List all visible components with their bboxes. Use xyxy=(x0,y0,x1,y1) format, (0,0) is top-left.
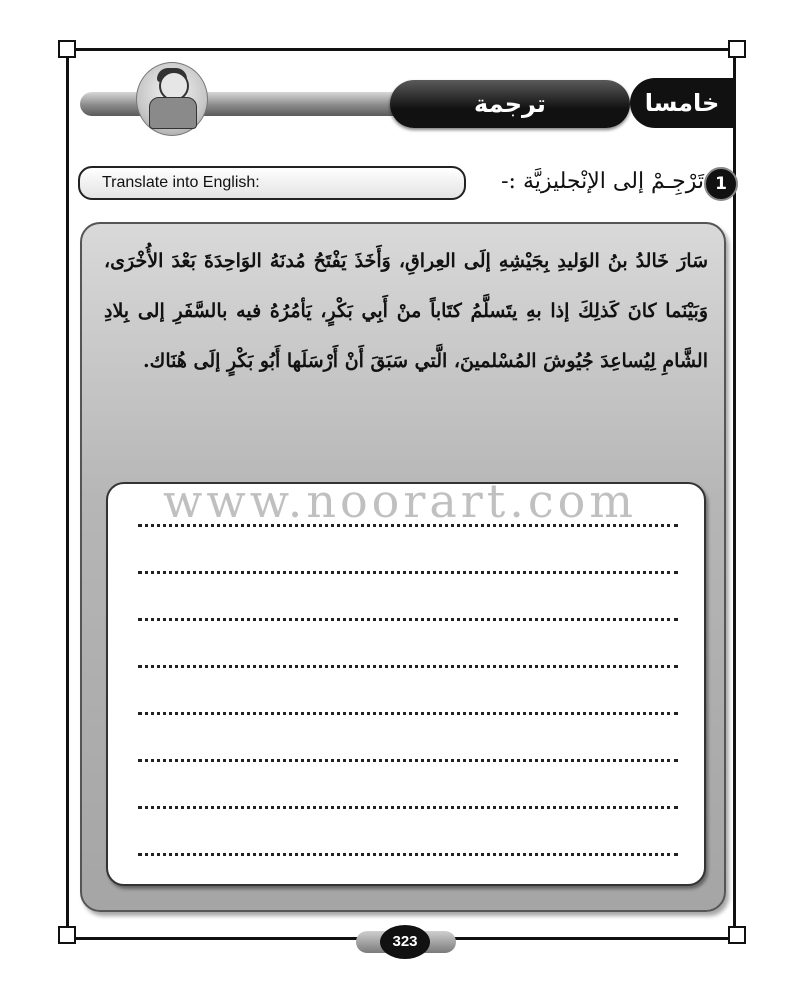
border-corner-ornament xyxy=(58,40,76,58)
section-title: ترجمة xyxy=(390,80,630,128)
border-corner-ornament xyxy=(58,926,76,944)
lesson-label: خامسا xyxy=(630,78,734,128)
student-illustration xyxy=(136,62,208,136)
arabic-instruction: تَرْجِـمْ إلى الإنْجليزيَّة :- xyxy=(501,169,704,194)
answer-line[interactable] xyxy=(138,806,678,809)
answer-line[interactable] xyxy=(138,571,678,574)
page-number: 323 xyxy=(380,925,430,959)
answer-line[interactable] xyxy=(138,618,678,621)
border-corner-ornament xyxy=(728,40,746,58)
border-corner-ornament xyxy=(728,926,746,944)
english-instruction: Translate into English: xyxy=(78,166,466,200)
arabic-passage: سَارَ خَالدُ بنُ الوَليدِ بِجَيْشِهِ إلَى العِراقِ، وَأَخَذَ يَفْتَحُ مُدنَهُ الوَاحِدَةَ بَعْدَ الأُخْرَى، وَبَيْنَما كانَ كَذلِكَ إذا بهِ يتَسلَّمُ كتَاباً منْ أَبِي بَكْرٍ، يَأمُرُهُ فيه بالسَّفَرِ إلى بِلادِ الشَّامِ لِيُساعِدَ جُيُوشَ المُسْلمينَ، الَّتي سَبَقَ أَنْ أَرْسَلَها أَبُو بَكْرٍ إلَى هُنَاك. xyxy=(104,250,708,372)
answer-writing-area[interactable] xyxy=(106,482,706,886)
answer-line[interactable] xyxy=(138,759,678,762)
answer-line[interactable] xyxy=(138,665,678,668)
answer-line[interactable] xyxy=(138,712,678,715)
header-decorative-bar xyxy=(80,92,410,116)
answer-line[interactable] xyxy=(138,853,678,856)
watermark: www.noorart.com xyxy=(163,474,637,528)
page-number-badge xyxy=(356,925,456,959)
question-number-badge: 1 xyxy=(704,167,738,201)
